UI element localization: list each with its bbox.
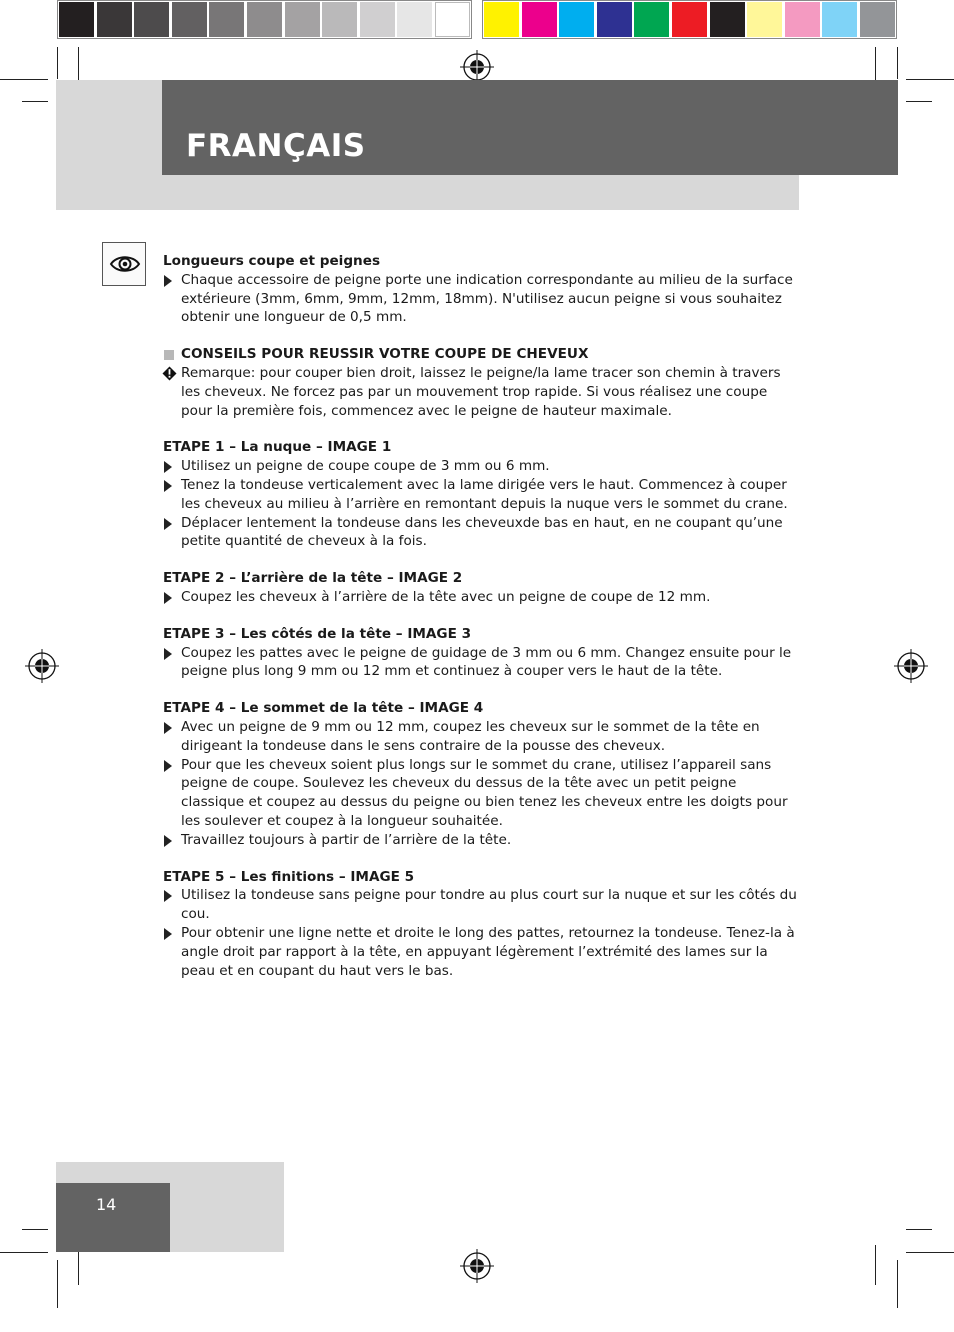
arrow-right-icon [164,275,172,287]
list-item-text: Coupez les cheveux à l’arrière de la tête avec un peigne de coupe de 12 mm. [181,588,711,605]
list-item [163,756,799,831]
cmyk-swatch [634,2,669,37]
gray-swatch [59,2,94,37]
arrow-right-icon [164,890,172,902]
list-item-text: Coupez les pattes avec le peigne de guidage de 3 mm ou 6 mm. Changez ensuite pour le peigne plus long 9 mm ou 12 mm et continuez à couper vers le haut de la tête. [181,644,792,680]
crop-mark [57,47,58,79]
list-item-text: Pour obtenir une ligne nette et droite le long des pattes, retournez la tondeuse. Tenez-la à angle droit par rapport à la tête, en appuyant légèrement l’extrémité des lames sur la peau et en coupant du haut vers le bas. [181,924,795,979]
gray-swatch [172,2,207,37]
crop-mark [906,1252,954,1253]
crop-mark [897,1260,898,1308]
warning-icon [162,366,177,381]
crop-mark [906,79,954,80]
step-heading: ETAPE 3 – Les côtés de la tête – IMAGE 3 [163,625,472,642]
cmyk-swatch [785,2,820,37]
gray-swatch [97,2,132,37]
registration-mark-icon [25,649,59,683]
cmyk-swatch [522,2,557,37]
cmyk-swatch [559,2,594,37]
gray-swatch [397,2,432,37]
list-item [163,588,799,607]
color-calibration-bar [57,0,897,40]
crop-mark [22,101,48,102]
list-item-text: Utilisez un peigne de coupe coupe de 3 mm ou 6 mm. [181,458,550,475]
list-item [163,831,799,850]
list-item-text: Déplacer lentement la tondeuse dans les cheveuxde bas en haut, en ne coupant qu’une petite quantité de cheveux à la fois. [181,514,783,550]
crop-mark [906,101,932,102]
arrow-right-icon [164,835,172,847]
instructions-content [163,252,799,980]
arrow-right-icon [164,722,172,734]
arrow-right-icon [164,518,172,530]
crop-mark [897,47,898,79]
list-item [163,644,799,682]
gray-swatch [285,2,320,37]
list-item-text: Chaque accessoire de peigne porte une indication correspondante au milieu de la surface extérieure (3mm, 6mm, 9mm, 12mm, 18mm). N'utilisez aucun peigne si vous souhaitez obtenir une longueur de 0,5 mm. [181,271,793,326]
registration-mark-icon [894,649,928,683]
footer-tab [56,1183,170,1252]
page-number: 14 [96,1195,117,1214]
crop-mark [22,1229,48,1230]
cmyk-swatch [747,2,782,37]
page-title: FRANÇAIS [186,128,366,164]
crop-mark [906,1229,932,1230]
list-item [163,718,799,756]
arrow-right-icon [164,648,172,660]
step-heading: ETAPE 4 – Le sommet de la tête – IMAGE 4 [163,700,484,717]
square-icon [164,350,174,360]
gray-swatch [435,2,470,37]
cmyk-swatch [860,2,895,37]
step-heading: ETAPE 2 – L’arrière de la tête – IMAGE 2 [163,570,463,587]
crop-mark [0,1252,48,1253]
note-text: Remarque: pour couper bien droit, laissez le peigne/la lame tracer son chemin à travers les cheveux. Ne forcez pas par un mouvement trop rapide. Si vous réalisez une coupe pour la première fois, commencez avec le peigne de hauteur maximale. [181,364,781,419]
section-heading: Longueurs coupe et peignes [163,253,381,269]
list-item-text: Pour que les cheveux soient plus longs sur le sommet du crane, utilisez l’appareil sans peigne de coupe. Soulevez les cheveux du dessus de la tête avec un petit peigne classique et coupez au dessus du peigne ou bien tenez les cheveux entre les doigts pour les soulever et coupez à la longueur souhaitée. [181,756,788,829]
cmyk-swatch [710,2,745,37]
cmyk-swatch [597,2,632,37]
section-heading [163,345,799,364]
info-box [102,242,146,286]
registration-mark-icon [460,1249,494,1283]
cmyk-swatch [484,2,519,37]
crop-mark [57,1260,58,1308]
crop-mark [875,1245,876,1285]
list-item [163,924,799,980]
step-heading: ETAPE 5 – Les finitions – IMAGE 5 [163,868,415,885]
list-item [163,514,799,552]
list-item-text: Travaillez toujours à partir de l’arrière de la tête. [181,831,512,848]
cmyk-swatch [672,2,707,37]
arrow-right-icon [164,928,172,940]
crop-mark [0,79,48,80]
arrow-right-icon [164,760,172,772]
arrow-right-icon [164,592,172,604]
list-item-text: Tenez la tondeuse verticalement avec la lame dirigée vers le haut. Commencez à couper les cheveux au milieu à l’arrière en remontant depuis la nuque vers le sommet du crane. [181,476,788,512]
arrow-right-icon [164,461,172,473]
arrow-right-icon [164,480,172,492]
gray-swatch [360,2,395,37]
eye-icon [109,253,141,275]
list-item-text: Utilisez la tondeuse sans peigne pour tondre au plus court sur la nuque et sur les côtés du cou. [181,887,797,923]
list-item [163,886,799,924]
list-item [163,457,799,476]
gray-swatch [247,2,282,37]
gray-swatch [134,2,169,37]
cmyk-swatch [822,2,857,37]
registration-mark-icon [460,50,494,84]
section-heading-text: CONSEILS POUR REUSSIR VOTRE COUPE DE CHEVEUX [181,346,589,363]
gray-swatch [322,2,357,37]
step-heading: ETAPE 1 – La nuque – IMAGE 1 [163,439,392,456]
list-item [163,271,799,327]
gray-swatch [209,2,244,37]
list-item [163,476,799,514]
warning-note [163,364,799,420]
list-item-text: Avec un peigne de 9 mm ou 12 mm, coupez les cheveux sur le sommet de la tête en dirigeant la tondeuse dans le sens contraire de la pousse des cheveux. [181,718,760,754]
